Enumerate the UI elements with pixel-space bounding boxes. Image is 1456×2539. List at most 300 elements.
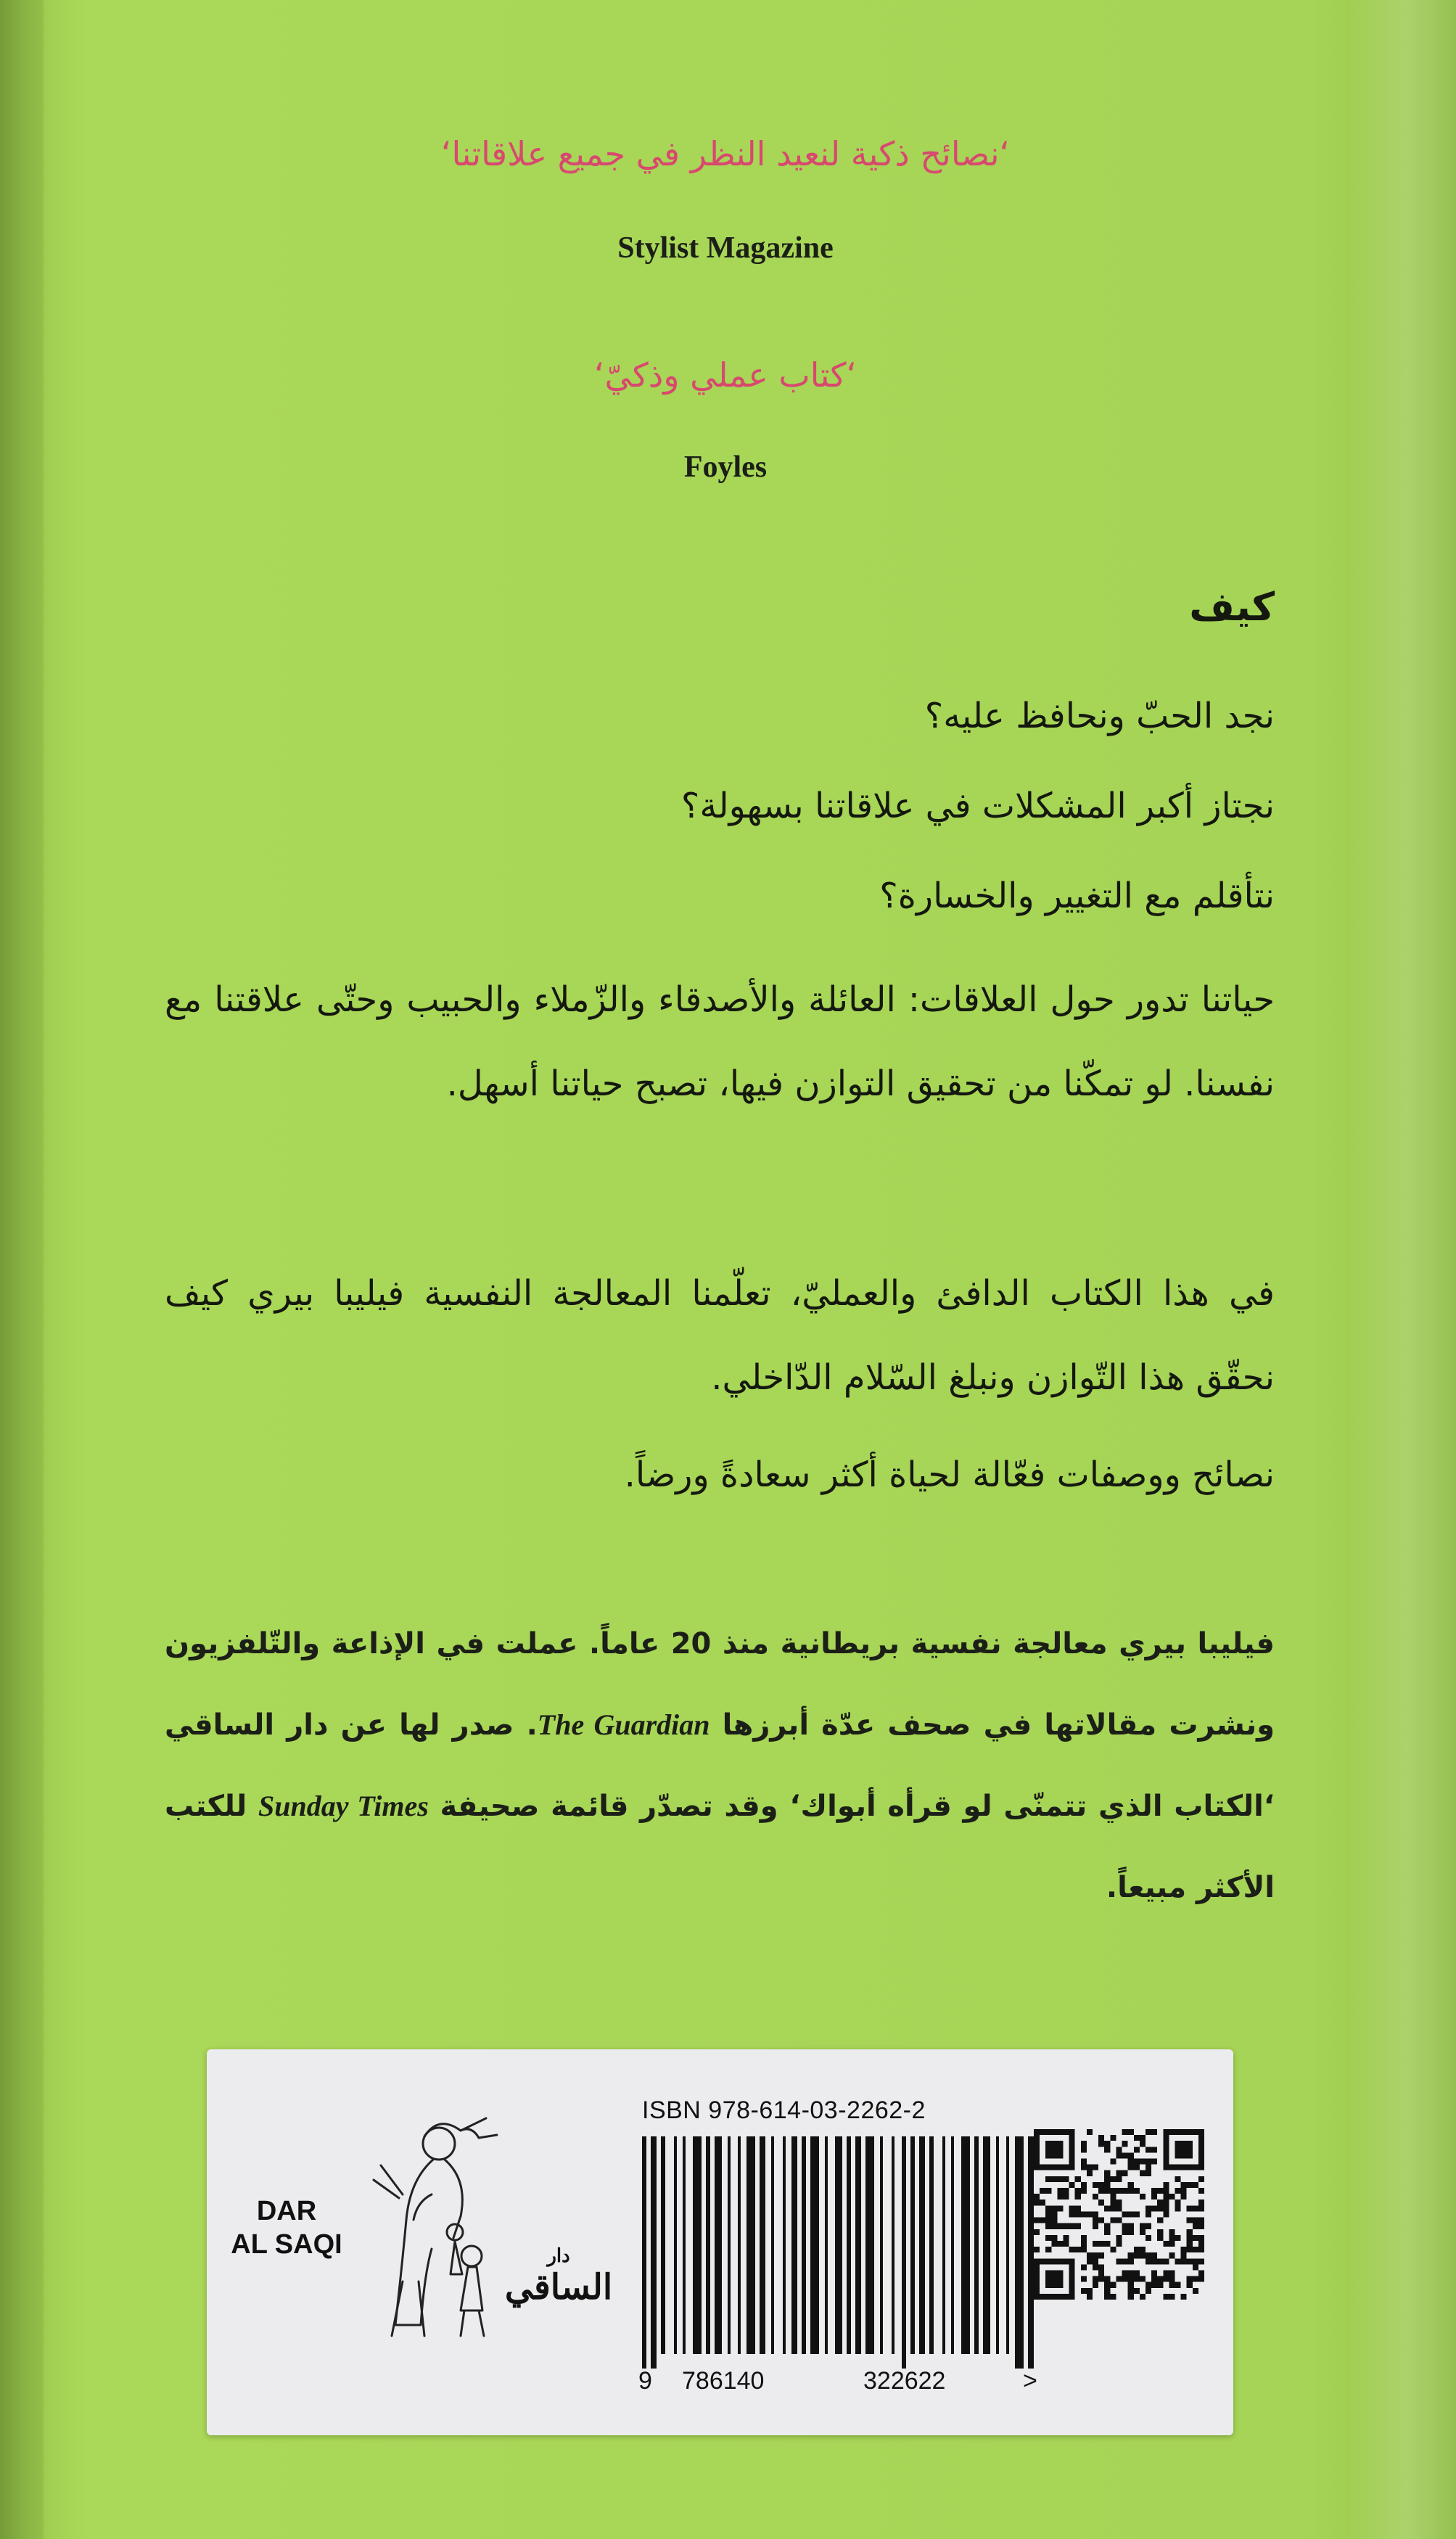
qr-module bbox=[1157, 2276, 1163, 2282]
barcode-bar bbox=[825, 2136, 828, 2354]
qr-module bbox=[1163, 2205, 1169, 2211]
qr-module bbox=[1134, 2188, 1140, 2194]
qr-module bbox=[1151, 2188, 1157, 2194]
qr-module bbox=[1146, 2223, 1151, 2229]
qr-module bbox=[1146, 2211, 1151, 2217]
qr-module bbox=[1187, 2241, 1193, 2247]
qr-module bbox=[1122, 2276, 1128, 2282]
publisher-name-latin bbox=[221, 2194, 352, 2261]
qr-module bbox=[1128, 2152, 1134, 2158]
qr-module bbox=[1093, 2264, 1098, 2270]
barcode-bar bbox=[771, 2136, 774, 2354]
qr-module bbox=[1093, 2194, 1098, 2199]
publisher-emblem-icon bbox=[352, 2093, 511, 2354]
qr-module bbox=[1081, 2211, 1087, 2217]
qr-module bbox=[1134, 2159, 1140, 2165]
qr-module bbox=[1057, 2241, 1063, 2247]
qr-module bbox=[1128, 2270, 1134, 2276]
barcode-group-2: 322622 bbox=[863, 2367, 946, 2395]
qr-module bbox=[1128, 2258, 1134, 2264]
qr-module bbox=[1110, 2176, 1116, 2182]
qr-module bbox=[1045, 2211, 1051, 2217]
qr-module bbox=[1187, 2282, 1193, 2288]
qr-module bbox=[1151, 2270, 1157, 2276]
description-paragraph-2: في هذا الكتاب الدافئ والعمليّ، تعلّمنا المعالجة النفسية فيليبا بيري كيف نحقّق هذا التّوازن ونبلغ السّلام الدّاخلي. bbox=[165, 1273, 1275, 1398]
qr-module bbox=[1128, 2288, 1134, 2294]
barcode-bar bbox=[728, 2136, 731, 2354]
barcode-bar bbox=[835, 2136, 842, 2354]
qr-module bbox=[1140, 2294, 1146, 2300]
qr-module bbox=[1175, 2258, 1180, 2264]
barcode-bar bbox=[706, 2136, 710, 2354]
qr-module bbox=[1040, 2199, 1045, 2205]
qr-module bbox=[1081, 2276, 1087, 2282]
qr-module bbox=[1146, 2235, 1151, 2241]
qr-module bbox=[1134, 2135, 1140, 2141]
qr-module bbox=[1128, 2229, 1134, 2235]
qr-module bbox=[1169, 2270, 1175, 2276]
qr-module bbox=[1057, 2188, 1063, 2194]
qr-module bbox=[1045, 2270, 1063, 2287]
qr-module bbox=[1116, 2147, 1122, 2152]
qr-module bbox=[1087, 2258, 1093, 2264]
qr-module bbox=[1157, 2282, 1163, 2288]
barcode-icon bbox=[626, 2136, 1047, 2383]
qr-module bbox=[1093, 2252, 1098, 2258]
qr-module bbox=[1175, 2199, 1180, 2205]
qr-module bbox=[1151, 2258, 1157, 2264]
barcode-group-1: 786140 bbox=[682, 2367, 765, 2395]
qr-module bbox=[1057, 2223, 1063, 2229]
qr-module bbox=[1093, 2282, 1098, 2288]
question-item: نتأقلم مع التغيير والخسارة؟ bbox=[879, 876, 1275, 916]
qr-module bbox=[1198, 2241, 1204, 2247]
qr-module bbox=[1116, 2205, 1122, 2211]
qr-module bbox=[1104, 2188, 1110, 2194]
qr-module bbox=[1045, 2188, 1051, 2194]
qr-module bbox=[1081, 2264, 1087, 2270]
qr-module bbox=[1163, 2194, 1169, 2199]
qr-module bbox=[1116, 2170, 1122, 2176]
qr-module bbox=[1051, 2211, 1057, 2217]
qr-module bbox=[1187, 2235, 1193, 2241]
publisher-latin-line: AL SAQI bbox=[231, 2229, 342, 2260]
barcode-bar bbox=[810, 2136, 819, 2354]
qr-module bbox=[1104, 2170, 1110, 2176]
qr-module bbox=[1157, 2218, 1163, 2223]
barcode-bar bbox=[661, 2136, 665, 2354]
barcode-bar bbox=[651, 2136, 657, 2369]
qr-module bbox=[1140, 2247, 1146, 2252]
qr-module bbox=[1064, 2194, 1069, 2199]
barcode-bar bbox=[1006, 2136, 1009, 2354]
qr-module bbox=[1093, 2241, 1098, 2247]
qr-module bbox=[1198, 2199, 1204, 2205]
qr-module bbox=[1081, 2241, 1087, 2247]
qr-module bbox=[1040, 2218, 1045, 2223]
qr-module bbox=[1057, 2194, 1063, 2199]
qr-module bbox=[1045, 2205, 1051, 2211]
qr-module bbox=[1081, 2159, 1087, 2165]
qr-module bbox=[1040, 2188, 1045, 2194]
qr-module bbox=[1193, 2276, 1198, 2282]
qr-module bbox=[1187, 2229, 1193, 2235]
qr-module bbox=[1116, 2218, 1122, 2223]
qr-module bbox=[1064, 2235, 1069, 2241]
qr-module bbox=[1104, 2141, 1110, 2147]
qr-module bbox=[1151, 2252, 1157, 2258]
barcode-bar bbox=[929, 2136, 934, 2354]
qr-module bbox=[1116, 2241, 1122, 2247]
qr-module bbox=[1187, 2247, 1193, 2252]
qr-module bbox=[1075, 2194, 1081, 2199]
qr-module bbox=[1134, 2252, 1140, 2258]
qr-module bbox=[1140, 2159, 1146, 2165]
qr-module bbox=[1198, 2258, 1204, 2264]
qr-module bbox=[1193, 2264, 1198, 2270]
qr-module bbox=[1075, 2176, 1081, 2182]
qr-module bbox=[1163, 2188, 1169, 2194]
question-item: نجتاز أكبر المشكلات في علاقاتنا بسهولة؟ bbox=[680, 786, 1275, 826]
sunday-times-title: Sunday Times bbox=[258, 1790, 429, 1822]
qr-module bbox=[1075, 2211, 1081, 2217]
isbn-sticker bbox=[207, 2049, 1233, 2435]
barcode-bar bbox=[951, 2136, 954, 2354]
barcode-bar bbox=[892, 2136, 894, 2354]
qr-module bbox=[1187, 2218, 1193, 2223]
qr-module bbox=[1104, 2241, 1110, 2247]
qr-module bbox=[1140, 2194, 1146, 2199]
qr-module bbox=[1181, 2188, 1187, 2194]
qr-module bbox=[1134, 2147, 1140, 2152]
qr-module bbox=[1122, 2170, 1128, 2176]
qr-module bbox=[1051, 2235, 1057, 2241]
qr-module bbox=[1110, 2194, 1116, 2199]
qr-module bbox=[1104, 2229, 1110, 2235]
description-paragraph-3: نصائح ووصفات فعّالة لحياة أكثر سعادةً ورضاً. bbox=[624, 1454, 1275, 1495]
qr-module bbox=[1151, 2129, 1157, 2135]
qr-module bbox=[1151, 2194, 1157, 2199]
description-paragraph-1: حياتنا تدور حول العلاقات: العائلة والأصدقاء والزّملاء والحبيب وحتّى علاقتنا مع نفسنا. لو تمكّنا من تحقيق التوازن فيها، تصبح حياتنا أسهل. bbox=[165, 979, 1275, 1104]
qr-module bbox=[1064, 2188, 1069, 2194]
qr-module bbox=[1122, 2152, 1128, 2158]
qr-module bbox=[1045, 2176, 1051, 2182]
qr-module bbox=[1051, 2218, 1057, 2223]
author-bio bbox=[165, 1603, 1275, 1928]
qr-module bbox=[1175, 2188, 1180, 2194]
publisher-latin-line: DAR bbox=[256, 2196, 317, 2226]
qr-module bbox=[1093, 2276, 1098, 2282]
qr-module bbox=[1128, 2276, 1134, 2282]
qr-module bbox=[1169, 2229, 1175, 2235]
qr-module bbox=[1116, 2276, 1122, 2282]
qr-module bbox=[1181, 2252, 1187, 2258]
qr-module bbox=[1045, 2141, 1063, 2158]
qr-module bbox=[1128, 2294, 1134, 2300]
qr-module bbox=[1128, 2252, 1134, 2258]
qr-module bbox=[1104, 2147, 1110, 2152]
barcode-bar bbox=[942, 2136, 945, 2354]
qr-module bbox=[1128, 2188, 1134, 2194]
qr-module bbox=[1034, 2247, 1040, 2252]
qr-module bbox=[1064, 2241, 1069, 2247]
qr-module bbox=[1187, 2182, 1193, 2188]
qr-module bbox=[1169, 2294, 1175, 2300]
qr-module bbox=[1075, 2223, 1081, 2229]
barcode-bar bbox=[880, 2136, 883, 2354]
qr-module bbox=[1081, 2141, 1087, 2147]
qr-module bbox=[1087, 2252, 1093, 2258]
qr-module bbox=[1134, 2276, 1140, 2282]
qr-module bbox=[1081, 2288, 1087, 2294]
book-spine-shadow bbox=[0, 0, 44, 2539]
qr-module bbox=[1081, 2188, 1087, 2194]
qr-module bbox=[1110, 2159, 1116, 2165]
qr-module bbox=[1198, 2223, 1204, 2229]
qr-module bbox=[1087, 2129, 1093, 2135]
qr-module bbox=[1187, 2258, 1193, 2264]
qr-module bbox=[1093, 2165, 1098, 2170]
qr-module bbox=[1116, 2188, 1122, 2194]
qr-module bbox=[1122, 2188, 1128, 2194]
qr-module bbox=[1134, 2165, 1140, 2170]
barcode-bar bbox=[746, 2136, 755, 2354]
qr-module bbox=[1034, 2218, 1040, 2223]
qr-module bbox=[1104, 2276, 1110, 2282]
barcode-bar bbox=[791, 2136, 797, 2354]
question-item: نجد الحبّ ونحافظ عليه؟ bbox=[924, 696, 1275, 736]
qr-module bbox=[1198, 2176, 1204, 2182]
qr-module bbox=[1064, 2176, 1069, 2182]
qr-module bbox=[1110, 2135, 1116, 2141]
questions-heading: كيف bbox=[1189, 584, 1275, 630]
barcode-bar bbox=[910, 2136, 915, 2354]
qr-module bbox=[1146, 2129, 1151, 2135]
qr-module bbox=[1098, 2218, 1104, 2223]
qr-module bbox=[1098, 2182, 1104, 2188]
qr-module bbox=[1146, 2165, 1151, 2170]
qr-module bbox=[1146, 2170, 1151, 2176]
author-bio-text: . صدر لها عن دار الساقي ‘الكتاب الذي تتمنّى لو قرأه أبواك‘ وقد تصدّر قائمة صحيفة bbox=[165, 1708, 1275, 1823]
qr-module bbox=[1198, 2218, 1204, 2223]
qr-module bbox=[1075, 2247, 1081, 2252]
barcode-bar bbox=[693, 2136, 702, 2354]
qr-module bbox=[1098, 2135, 1104, 2141]
qr-module bbox=[1193, 2182, 1198, 2188]
qr-module bbox=[1193, 2223, 1198, 2229]
qr-module bbox=[1122, 2229, 1128, 2235]
qr-module bbox=[1128, 2282, 1134, 2288]
qr-module bbox=[1181, 2258, 1187, 2264]
barcode-end-mark: > bbox=[1023, 2367, 1037, 2395]
qr-module bbox=[1187, 2205, 1193, 2211]
qr-module bbox=[1122, 2211, 1128, 2217]
qr-module bbox=[1045, 2235, 1051, 2241]
qr-module bbox=[1146, 2147, 1151, 2152]
qr-module bbox=[1151, 2205, 1157, 2211]
publisher-arabic-main: الساقي bbox=[504, 2267, 613, 2308]
qr-module bbox=[1122, 2223, 1128, 2229]
qr-module bbox=[1069, 2182, 1075, 2188]
qr-module bbox=[1128, 2182, 1134, 2188]
qr-module bbox=[1087, 2165, 1093, 2170]
qr-module bbox=[1110, 2282, 1116, 2288]
qr-module bbox=[1051, 2205, 1057, 2211]
barcode-bar bbox=[847, 2136, 851, 2354]
author-bio-text: للكتب الأكثر مبيعاً. bbox=[165, 1790, 1275, 1904]
qr-module bbox=[1163, 2294, 1169, 2300]
barcode-bar bbox=[760, 2136, 765, 2354]
qr-module bbox=[1069, 2247, 1075, 2252]
qr-module bbox=[1104, 2294, 1110, 2300]
qr-module bbox=[1110, 2205, 1116, 2211]
qr-module bbox=[1122, 2129, 1128, 2135]
qr-module bbox=[1198, 2205, 1204, 2211]
qr-module bbox=[1163, 2182, 1169, 2188]
qr-module bbox=[1157, 2258, 1163, 2264]
qr-module bbox=[1081, 2182, 1087, 2188]
qr-module bbox=[1151, 2276, 1157, 2282]
qr-module bbox=[1087, 2170, 1093, 2176]
barcode-bar bbox=[738, 2136, 741, 2354]
qr-module bbox=[1057, 2176, 1063, 2182]
qr-module bbox=[1057, 2205, 1063, 2211]
qr-module bbox=[1140, 2229, 1146, 2235]
qr-module bbox=[1034, 2229, 1040, 2235]
qr-module bbox=[1181, 2247, 1187, 2252]
qr-module bbox=[1181, 2294, 1187, 2300]
qr-module bbox=[1051, 2176, 1057, 2182]
blurb-quote-1: ‘نصائح ذكية لنعيد النظر في جميع علاقاتنا‘ bbox=[440, 134, 1011, 173]
qr-module bbox=[1104, 2182, 1110, 2188]
qr-module bbox=[1104, 2205, 1110, 2211]
barcode-bar bbox=[983, 2136, 990, 2354]
barcode-bar bbox=[855, 2136, 861, 2354]
qr-module bbox=[1146, 2205, 1151, 2211]
guardian-title: The Guardian bbox=[537, 1708, 710, 1741]
publisher-name-arabic bbox=[493, 2245, 624, 2308]
qr-module bbox=[1169, 2282, 1175, 2288]
qr-module bbox=[1098, 2188, 1104, 2194]
qr-module bbox=[1110, 2199, 1116, 2205]
barcode-bar bbox=[783, 2136, 786, 2354]
qr-module bbox=[1146, 2288, 1151, 2294]
qr-module bbox=[1116, 2176, 1122, 2182]
qr-module bbox=[1116, 2199, 1122, 2205]
qr-module bbox=[1146, 2258, 1151, 2264]
qr-module bbox=[1110, 2218, 1116, 2223]
qr-module bbox=[1098, 2276, 1104, 2282]
qr-module bbox=[1081, 2147, 1087, 2152]
qr-module bbox=[1093, 2223, 1098, 2229]
blurb-source-2: Foyles bbox=[683, 450, 768, 484]
qr-module bbox=[1140, 2135, 1146, 2141]
qr-module bbox=[1175, 2282, 1180, 2288]
qr-module bbox=[1045, 2247, 1051, 2252]
qr-module bbox=[1064, 2223, 1069, 2229]
qr-module bbox=[1140, 2170, 1146, 2176]
qr-module bbox=[1198, 2235, 1204, 2241]
qr-module bbox=[1098, 2141, 1104, 2147]
qr-module bbox=[1069, 2223, 1075, 2229]
qr-module bbox=[1081, 2165, 1087, 2170]
qr-module bbox=[1045, 2223, 1051, 2229]
qr-module bbox=[1151, 2159, 1157, 2165]
qr-module bbox=[1169, 2235, 1175, 2241]
barcode-bar bbox=[1015, 2136, 1024, 2369]
qr-module bbox=[1175, 2235, 1180, 2241]
qr-module bbox=[1163, 2270, 1169, 2276]
qr-module bbox=[1193, 2247, 1198, 2252]
plastic-wrap-shine bbox=[1347, 0, 1456, 2539]
barcode-bar bbox=[919, 2136, 925, 2354]
qr-module bbox=[1193, 2288, 1198, 2294]
barcode-bar bbox=[996, 2136, 999, 2354]
qr-module bbox=[1122, 2270, 1128, 2276]
qr-module bbox=[1181, 2182, 1187, 2188]
blurb-source-1: Stylist Magazine bbox=[617, 231, 834, 265]
qr-module bbox=[1110, 2294, 1116, 2300]
qr-module bbox=[1093, 2211, 1098, 2217]
qr-module bbox=[1134, 2247, 1140, 2252]
questions-list bbox=[150, 671, 1275, 941]
qr-module bbox=[1169, 2241, 1175, 2247]
qr-module bbox=[1163, 2258, 1169, 2264]
qr-module bbox=[1098, 2252, 1104, 2258]
barcode-bar bbox=[642, 2136, 646, 2369]
qr-module bbox=[1087, 2288, 1093, 2294]
qr-module bbox=[1110, 2188, 1116, 2194]
qr-module bbox=[1163, 2276, 1169, 2282]
qr-module bbox=[1104, 2176, 1110, 2182]
qr-module bbox=[1128, 2159, 1134, 2165]
qr-module bbox=[1098, 2270, 1104, 2276]
qr-module bbox=[1193, 2235, 1198, 2241]
qr-module bbox=[1128, 2129, 1134, 2135]
qr-module bbox=[1169, 2276, 1175, 2282]
qr-module bbox=[1034, 2199, 1040, 2205]
qr-module bbox=[1081, 2235, 1087, 2241]
qr-module bbox=[1069, 2205, 1075, 2211]
barcode-bar bbox=[674, 2136, 677, 2354]
qr-module bbox=[1122, 2258, 1128, 2264]
publisher-arabic-prefix: دار bbox=[547, 2245, 570, 2267]
qr-module bbox=[1163, 2199, 1169, 2205]
qr-module bbox=[1093, 2218, 1098, 2223]
qr-module bbox=[1175, 2176, 1180, 2182]
barcode-bar bbox=[1028, 2136, 1034, 2369]
blurb-quote-2: ‘كتاب عملي وذكيّ‘ bbox=[593, 355, 857, 395]
qr-module bbox=[1193, 2258, 1198, 2264]
qr-module bbox=[1075, 2205, 1081, 2211]
qr-module bbox=[1163, 2211, 1169, 2217]
qr-module bbox=[1169, 2194, 1175, 2199]
qr-code-icon bbox=[1034, 2129, 1204, 2300]
qr-module bbox=[1181, 2194, 1187, 2199]
author-bio-text: فيليبا بيري معالجة نفسية بريطانية منذ 20 عاماً. عملت في الإذاعة والتّلفزيون ونشرت مقالاتها في صحف عدّة أبرزها bbox=[165, 1627, 1275, 1742]
qr-module bbox=[1193, 2205, 1198, 2211]
qr-module bbox=[1093, 2258, 1098, 2264]
qr-module bbox=[1140, 2223, 1146, 2229]
qr-module bbox=[1128, 2211, 1134, 2217]
qr-module bbox=[1128, 2223, 1134, 2229]
qr-module bbox=[1157, 2188, 1163, 2194]
qr-module bbox=[1134, 2288, 1140, 2294]
qr-module bbox=[1198, 2247, 1204, 2252]
qr-module bbox=[1163, 2241, 1169, 2247]
qr-module bbox=[1175, 2205, 1180, 2211]
barcode-bar bbox=[974, 2136, 979, 2354]
